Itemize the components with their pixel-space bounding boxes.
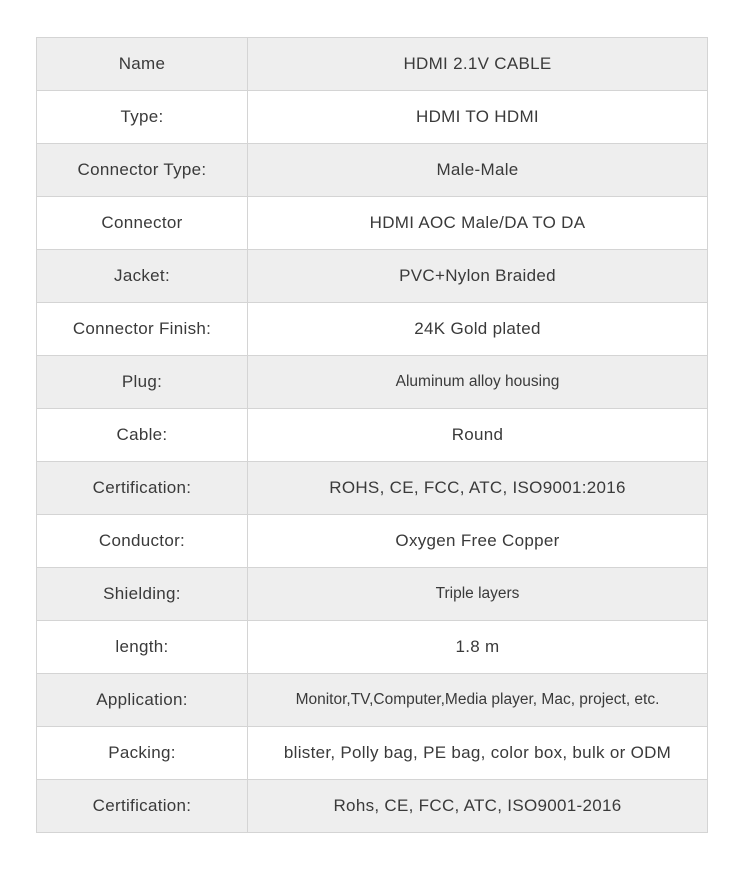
row-label: Name [37, 38, 248, 91]
table-row [37, 515, 708, 568]
row-value: Monitor,TV,Computer,Media player, Mac, project, etc. [248, 674, 708, 727]
row-label: length: [37, 621, 248, 674]
table-row [37, 356, 708, 409]
table-row [37, 727, 708, 780]
row-label: Shielding: [37, 568, 248, 621]
row-value: 1.8 m [248, 621, 708, 674]
row-value: Rohs, CE, FCC, ATC, ISO9001-2016 [248, 780, 708, 833]
row-value: Male-Male [248, 144, 708, 197]
row-label: Conductor: [37, 515, 248, 568]
table-row [37, 144, 708, 197]
row-value: PVC+Nylon Braided [248, 250, 708, 303]
row-value: ROHS, CE, FCC, ATC, ISO9001:2016 [248, 462, 708, 515]
table-row [37, 674, 708, 727]
spec-table [36, 37, 708, 833]
row-label: Certification: [37, 462, 248, 515]
row-label: Certification: [37, 780, 248, 833]
row-label: Cable: [37, 409, 248, 462]
row-value: 24K Gold plated [248, 303, 708, 356]
row-label: Connector [37, 197, 248, 250]
row-label: Plug: [37, 356, 248, 409]
row-label: Packing: [37, 727, 248, 780]
row-label: Connector Finish: [37, 303, 248, 356]
row-value: Triple layers [248, 568, 708, 621]
row-value: Round [248, 409, 708, 462]
row-value: blister, Polly bag, PE bag, color box, bulk or ODM [248, 727, 708, 780]
table-row [37, 462, 708, 515]
row-value: HDMI AOC Male/DA TO DA [248, 197, 708, 250]
table-row [37, 780, 708, 833]
row-value: Aluminum alloy housing [248, 356, 708, 409]
row-value: HDMI 2.1V CABLE [248, 38, 708, 91]
table-row [37, 409, 708, 462]
table-row [37, 91, 708, 144]
table-row [37, 621, 708, 674]
row-value: Oxygen Free Copper [248, 515, 708, 568]
row-label: Jacket: [37, 250, 248, 303]
table-row [37, 197, 708, 250]
table-row [37, 303, 708, 356]
row-label: Application: [37, 674, 248, 727]
row-value: HDMI TO HDMI [248, 91, 708, 144]
table-row [37, 38, 708, 91]
row-label: Connector Type: [37, 144, 248, 197]
row-label: Type: [37, 91, 248, 144]
table-row [37, 568, 708, 621]
table-row [37, 250, 708, 303]
